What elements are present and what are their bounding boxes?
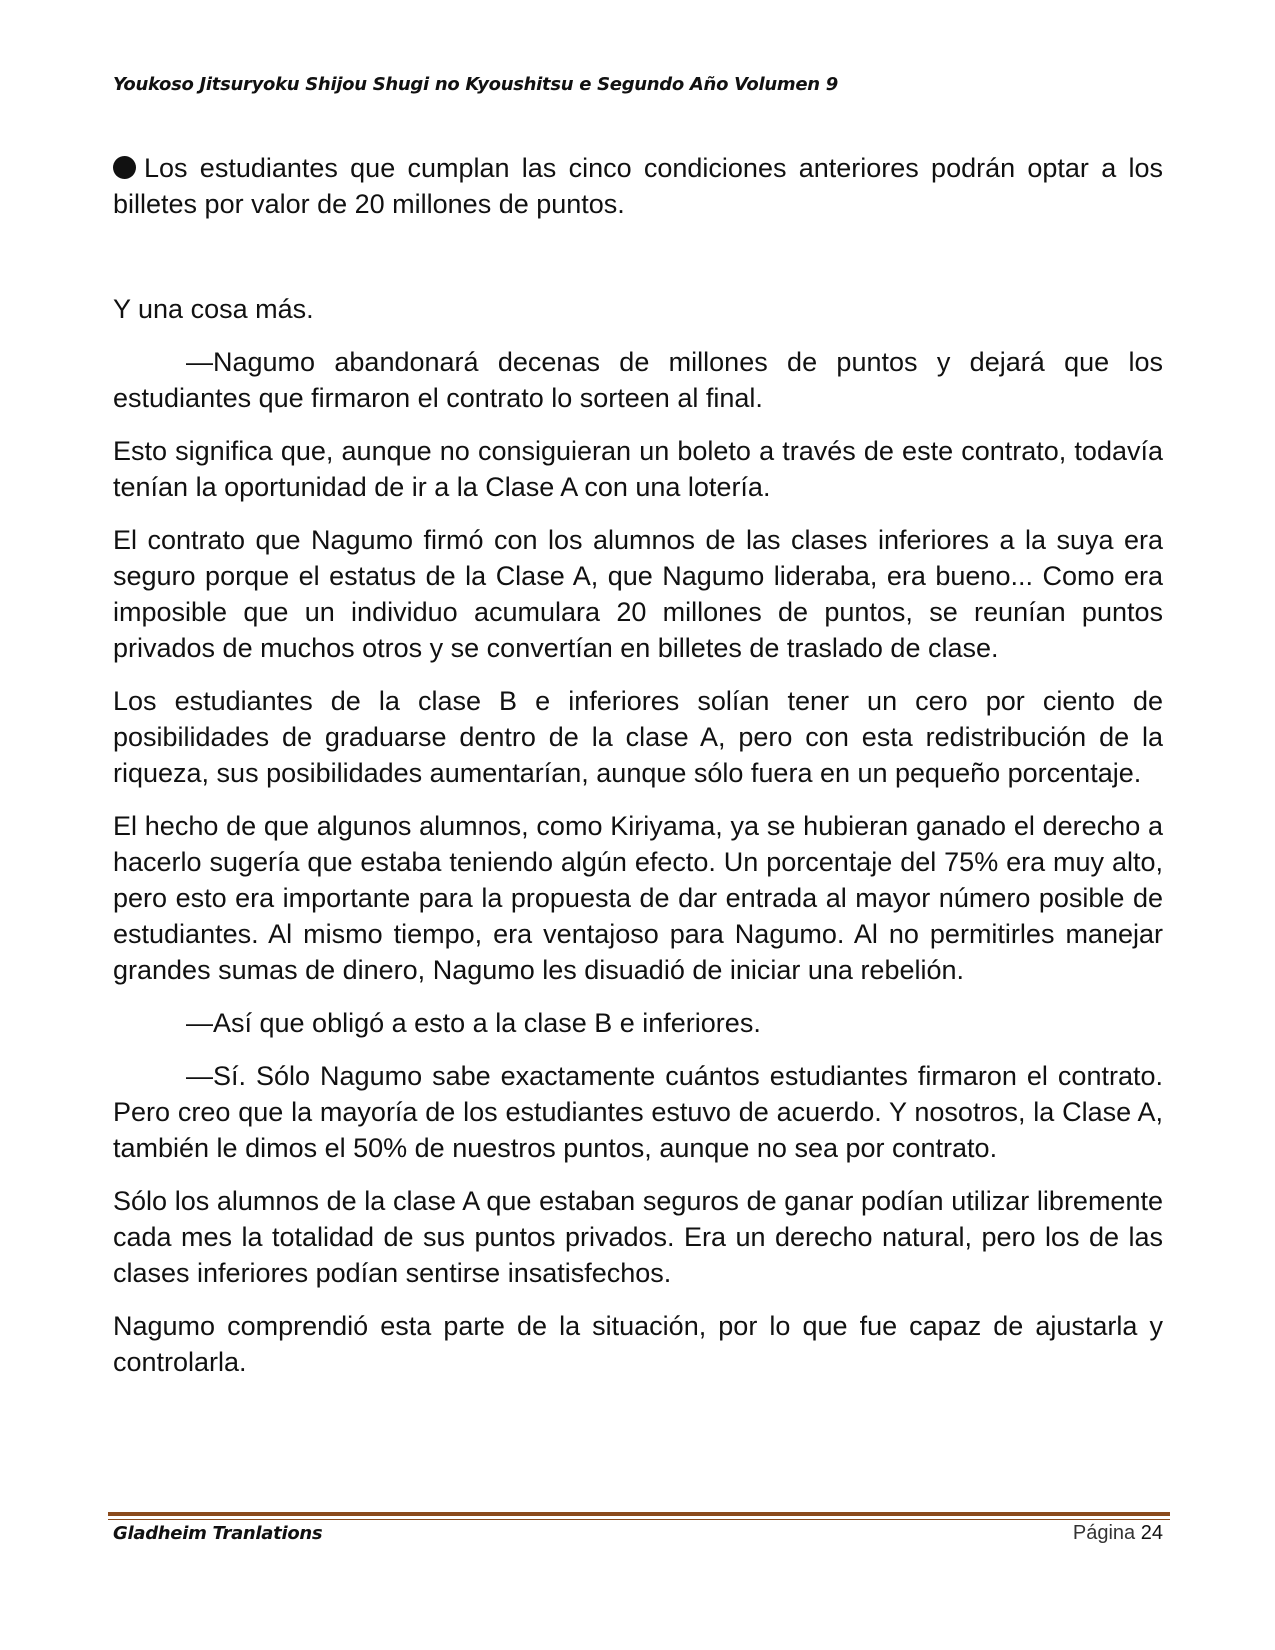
spacer [113, 239, 1163, 291]
bullet-text: Los estudiantes que cumplan las cinco condiciones anteriores podrán optar a los billetes por valor de 20 millones de puntos. [113, 153, 1163, 219]
paragraph: Los estudiantes de la clase B e inferiores solían tener un cero por ciento de posibilidades de graduarse dentro de la clase A, pero con esta redistribución de la riqueza, sus posibilidades aumentarían, aunque sólo fuera en un pequeño porcentaje. [113, 686, 1163, 788]
page-body [113, 150, 1163, 1397]
page-number: 24 [1140, 1522, 1163, 1544]
translator-credit: Gladheim Tranlations [113, 1523, 323, 1544]
bullet-paragraph [113, 150, 1163, 222]
footer-rule-thin [108, 1519, 1170, 1520]
page-number-block [1073, 1522, 1163, 1545]
paragraph: Y una cosa más. [113, 294, 314, 324]
paragraph: El hecho de que algunos alumnos, como Kiriyama, ya se hubieran ganado el derecho a hacerlo sugería que estaba teniendo algún efecto. Un porcentaje del 75% era muy alto, pero esto era importante para la propuesta de dar entrada al mayor número posible de estudiantes. Al mismo tiempo, era ventajoso para Nagumo. Al no permitirles manejar grandes sumas de dinero, Nagumo les disuadió de iniciar una rebelión. [113, 811, 1163, 985]
footer-rule-thick [108, 1512, 1170, 1516]
dialogue-paragraph: —Sí. Sólo Nagumo sabe exactamente cuántos estudiantes firmaron el contrato. Pero creo que la mayoría de los estudiantes estuvo de acuerdo. Y nosotros, la Clase A, también le dimos el 50% de nuestros puntos, aunque no sea por contrato. [113, 1061, 1163, 1163]
bullet-icon [113, 156, 136, 179]
dialogue-paragraph: —Así que obligó a esto a la clase B e inferiores. [186, 1008, 761, 1038]
paragraph: El contrato que Nagumo firmó con los alumnos de las clases inferiores a la suya era seguro porque el estatus de la Clase A, que Nagumo lideraba, era bueno... Como era imposible que un individuo acumulara 20 millones de puntos, se reunían puntos privados de muchos otros y se convertían en billetes de traslado de clase. [113, 525, 1163, 663]
page-label: Página [1072, 1522, 1136, 1544]
paragraph: Esto significa que, aunque no consiguieran un boleto a través de este contrato, todavía tenían la oportunidad de ir a la Clase A con una lotería. [113, 436, 1163, 502]
running-header: Youkoso Jitsuryoku Shijou Shugi no Kyoushitsu e Segundo Año Volumen 9 [113, 74, 838, 95]
paragraph: Nagumo comprendió esta parte de la situación, por lo que fue capaz de ajustarla y controlarla. [113, 1311, 1163, 1377]
dialogue-paragraph: —Nagumo abandonará decenas de millones de puntos y dejará que los estudiantes que firmaron el contrato lo sorteen al final. [113, 347, 1163, 413]
paragraph: Sólo los alumnos de la clase A que estaban seguros de ganar podían utilizar libremente cada mes la totalidad de sus puntos privados. Era un derecho natural, pero los de las clases inferiores podían sentirse insatisfechos. [113, 1186, 1163, 1288]
